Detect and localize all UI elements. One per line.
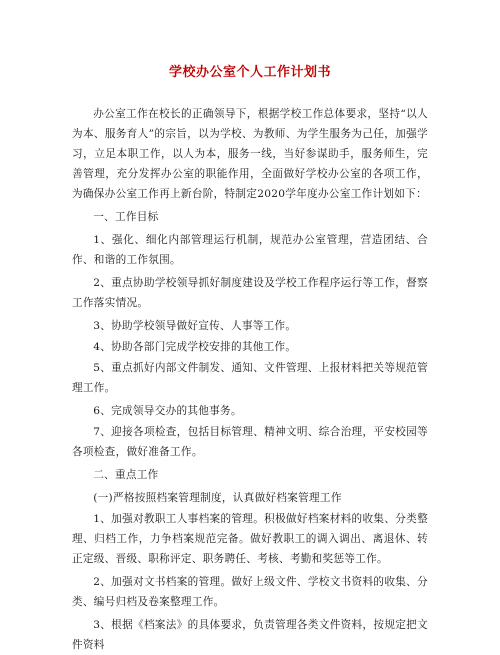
- goal-item-3: 3、协助学校领导做好宣传、人事等工作。: [93, 320, 297, 332]
- goal-item-7: 7、迎接各项检查，包括目标管理、精神文明、综合治理，平安校园等各项检查，做好准备工作。: [72, 426, 428, 458]
- goal-item-4: 4、协助各部门完成学校安排的其他工作。: [93, 341, 297, 353]
- goal-item-5: 5、重点抓好内部文件制发、通知、文件管理、上报材料把关等规范管理工作。: [72, 362, 428, 394]
- intro-paragraph: 办公室工作在校长的正确领导下，根据学校工作总体要求，坚持“以人为本、服务育人”的宗旨，以为学校、为教师、为学生服务为己任，加强学习，立足本职工作，以人为本，服务一线，当好参谋助手，服务师生，完善管理，充分发挥办公室的职能作用，全面做好学校办公室的各项工作，为确保办公室工作再上新台阶，特制定2020学年度办公室工作计划如下：: [72, 108, 428, 200]
- key-work-item-1: 1、加强对教职工人事档案的管理。积极做好档案材料的收集、分类整理、归档工作，力争档案规范完备。做好教职工的调入调出、离退休、转正定级、晋级、职称评定、职务聘任、考核、考勤和奖惩等工作。: [72, 513, 428, 565]
- goal-item-2: 2、重点协助学校领导抓好制度建设及学校工作程序运行等工作，督察工作落实情况。: [72, 277, 428, 309]
- goal-item-6: 6、完成领导交办的其他事务。: [93, 405, 242, 417]
- document-title: 学校办公室个人工作计划书: [168, 65, 331, 80]
- key-work-item-2: 2、加强对文书档案的管理。做好上级文件、学校文书资料的收集、分类、编号归档及卷案整理工作。: [72, 576, 428, 608]
- section-heading-key-work: 二、重点工作: [93, 469, 159, 481]
- section-heading-goals: 一、工作目标: [93, 211, 159, 223]
- subsection-heading-archives: (一)严格按照档案管理制度，认真做好档案管理工作: [93, 492, 342, 504]
- goal-item-1: 1、强化、细化内部管理运行机制，规范办公室管理，营造团结、合作、和谐的工作氛围。: [72, 234, 428, 266]
- key-work-item-3: 3、根据《档案法》的具体要求，负责管理各类文件资料，按规定把文件资料: [72, 619, 428, 651]
